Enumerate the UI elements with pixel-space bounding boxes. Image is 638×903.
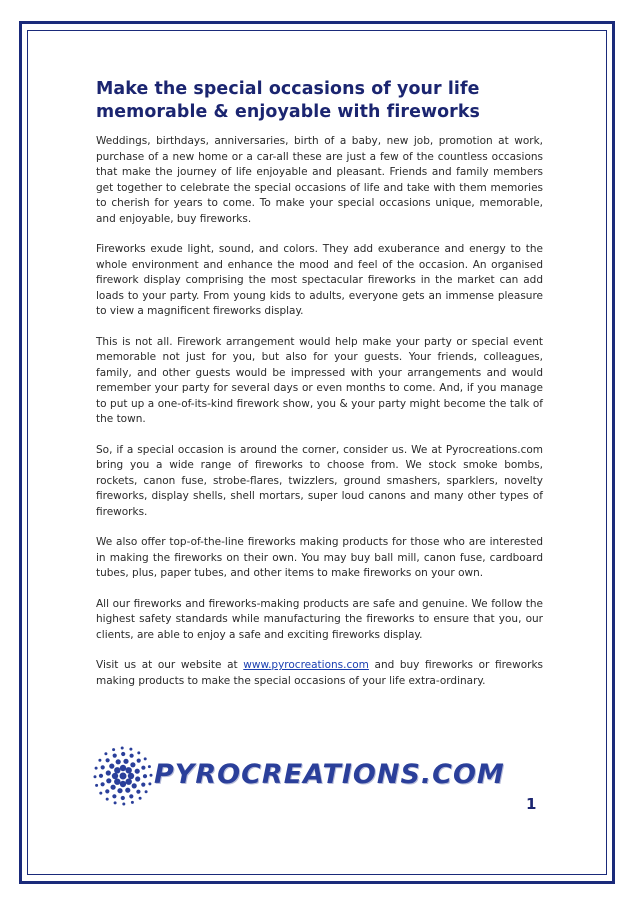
burst-dot bbox=[148, 765, 151, 768]
burst-dot bbox=[94, 775, 97, 778]
burst-dot bbox=[126, 767, 132, 773]
burst-dot bbox=[141, 766, 145, 770]
burst-dot bbox=[125, 788, 130, 793]
burst-dot bbox=[130, 754, 134, 758]
burst-dot bbox=[106, 758, 110, 762]
burst-dot bbox=[126, 779, 132, 785]
burst-dot bbox=[104, 752, 107, 755]
burst-dot bbox=[106, 778, 111, 783]
burst-dot bbox=[137, 751, 140, 754]
burst-dot bbox=[143, 774, 147, 778]
page-title bbox=[96, 78, 543, 124]
burst-dot bbox=[109, 764, 114, 769]
burst-dot bbox=[135, 776, 140, 781]
firework-burst-icon bbox=[92, 742, 154, 812]
burst-dot bbox=[101, 782, 105, 786]
burst-dot bbox=[121, 752, 125, 756]
paragraph-6: All our fireworks and fireworks-making products are safe and genuine. We follow the highest safety standards while manufacturing the fireworks to ensure that you, our clients, are able to enjoy a safe and exciting fireworks display. bbox=[96, 597, 543, 641]
visit-text: Visit us at our website at bbox=[96, 659, 244, 671]
paragraph-1: Weddings, birthdays, anniversaries, birth of a baby, new job, promotion at work, purchase of a new home or a car-all these are just a few of the countless occasions that make the journey of life enjoyable and pleasant. Friends and family members get together to celebrate the special occasions of life and take with them memories to cherish for years to come. To make your special occasions unique, memorable, and enjoyable, buy fireworks. bbox=[96, 135, 543, 225]
burst-dot bbox=[114, 779, 120, 785]
document-body bbox=[96, 78, 543, 704]
burst-dot bbox=[120, 781, 126, 787]
burst-dot bbox=[116, 759, 121, 764]
pyrocreations-logo bbox=[92, 742, 505, 812]
burst-center bbox=[120, 773, 127, 780]
burst-dot bbox=[114, 767, 120, 773]
burst-dot bbox=[130, 762, 135, 767]
burst-dot bbox=[129, 794, 133, 798]
burst-dot bbox=[145, 790, 148, 793]
burst-dot bbox=[112, 748, 115, 751]
burst-dot bbox=[135, 769, 140, 774]
paragraph-5: We also offer top-of-the-line fireworks making products for those who are interested in making the fireworks on their own. You may buy ball mill, canon fuse, cardboard tubes, plus, paper tubes, and other items to make fireworks on your own. bbox=[96, 536, 543, 579]
burst-dot bbox=[106, 770, 111, 775]
website-link[interactable]: www.pyrocreations.com bbox=[243, 659, 369, 671]
paragraph-4: So, if a special occasion is around the corner, consider us. We at Pyrocreations.com bring you a wide range of fireworks to choose from. We stock smoke bombs, rockets, canon fuse, strobe-flares, twizzlers, ground smashers, sparklers, novelty fireworks, display shells, shell mortars, super loud canons and many other types of fireworks. bbox=[96, 443, 543, 518]
burst-dot bbox=[111, 785, 116, 790]
burst-dot bbox=[95, 767, 98, 770]
burst-dot bbox=[112, 773, 118, 779]
title-line-2: memorable & enjoyable with fireworks bbox=[96, 102, 480, 122]
burst-dot bbox=[144, 757, 147, 760]
burst-dot bbox=[101, 765, 105, 769]
burst-dot bbox=[99, 792, 102, 795]
burst-dot bbox=[121, 747, 124, 750]
paragraph-7 bbox=[96, 658, 543, 689]
burst-dot bbox=[121, 796, 125, 800]
burst-dot bbox=[136, 790, 140, 794]
burst-dot bbox=[141, 783, 145, 787]
page-number: 1 bbox=[526, 795, 537, 813]
burst-dot bbox=[113, 754, 117, 758]
burst-dot bbox=[112, 794, 116, 798]
logo-wordmark: PYROCREATIONS.COM bbox=[154, 759, 505, 790]
burst-dot bbox=[131, 801, 134, 804]
burst-dot bbox=[117, 788, 122, 793]
burst-dot bbox=[129, 748, 132, 751]
burst-dot bbox=[137, 759, 141, 763]
burst-dot bbox=[120, 765, 126, 771]
burst-dot bbox=[105, 789, 109, 793]
burst-dot bbox=[99, 774, 103, 778]
burst-dot bbox=[98, 759, 101, 762]
paragraph-3: This is not all. Firework arrangement would help make your party or special event memorable not just for you, but also for your guests. Your friends, colleagues, family, and other guests would be impressed with your arrangements and would remember your party for several days or even months to come. And, if you manage to put up a one-of-its-kind firework show, you & your party might become the talk of the town. bbox=[96, 335, 543, 425]
paragraph-2: Fireworks exude light, sound, and colors. They add exuberance and energy to the whole environment and enhance the mood and feel of the occasion. An organised firework display comprising the most spectacular fireworks in the market can add loads to your party. From young kids to adults, everyone gets an immense pleasure to view a magnificent fireworks display. bbox=[96, 243, 543, 317]
burst-dot bbox=[122, 803, 125, 806]
burst-dot bbox=[139, 797, 142, 800]
burst-dot bbox=[150, 774, 153, 777]
burst-dot bbox=[123, 759, 128, 764]
burst-dot bbox=[95, 784, 98, 787]
burst-dot bbox=[148, 782, 151, 785]
burst-dot bbox=[132, 783, 137, 788]
burst-dot bbox=[106, 798, 109, 801]
burst-dot bbox=[114, 801, 117, 804]
title-line-1: Make the special occasions of your life bbox=[96, 79, 480, 99]
visit-text-end: and buy fireworks or fireworks making products to make the special occasions of your life extra-ordinary. bbox=[96, 659, 544, 687]
burst-dot bbox=[128, 773, 134, 779]
